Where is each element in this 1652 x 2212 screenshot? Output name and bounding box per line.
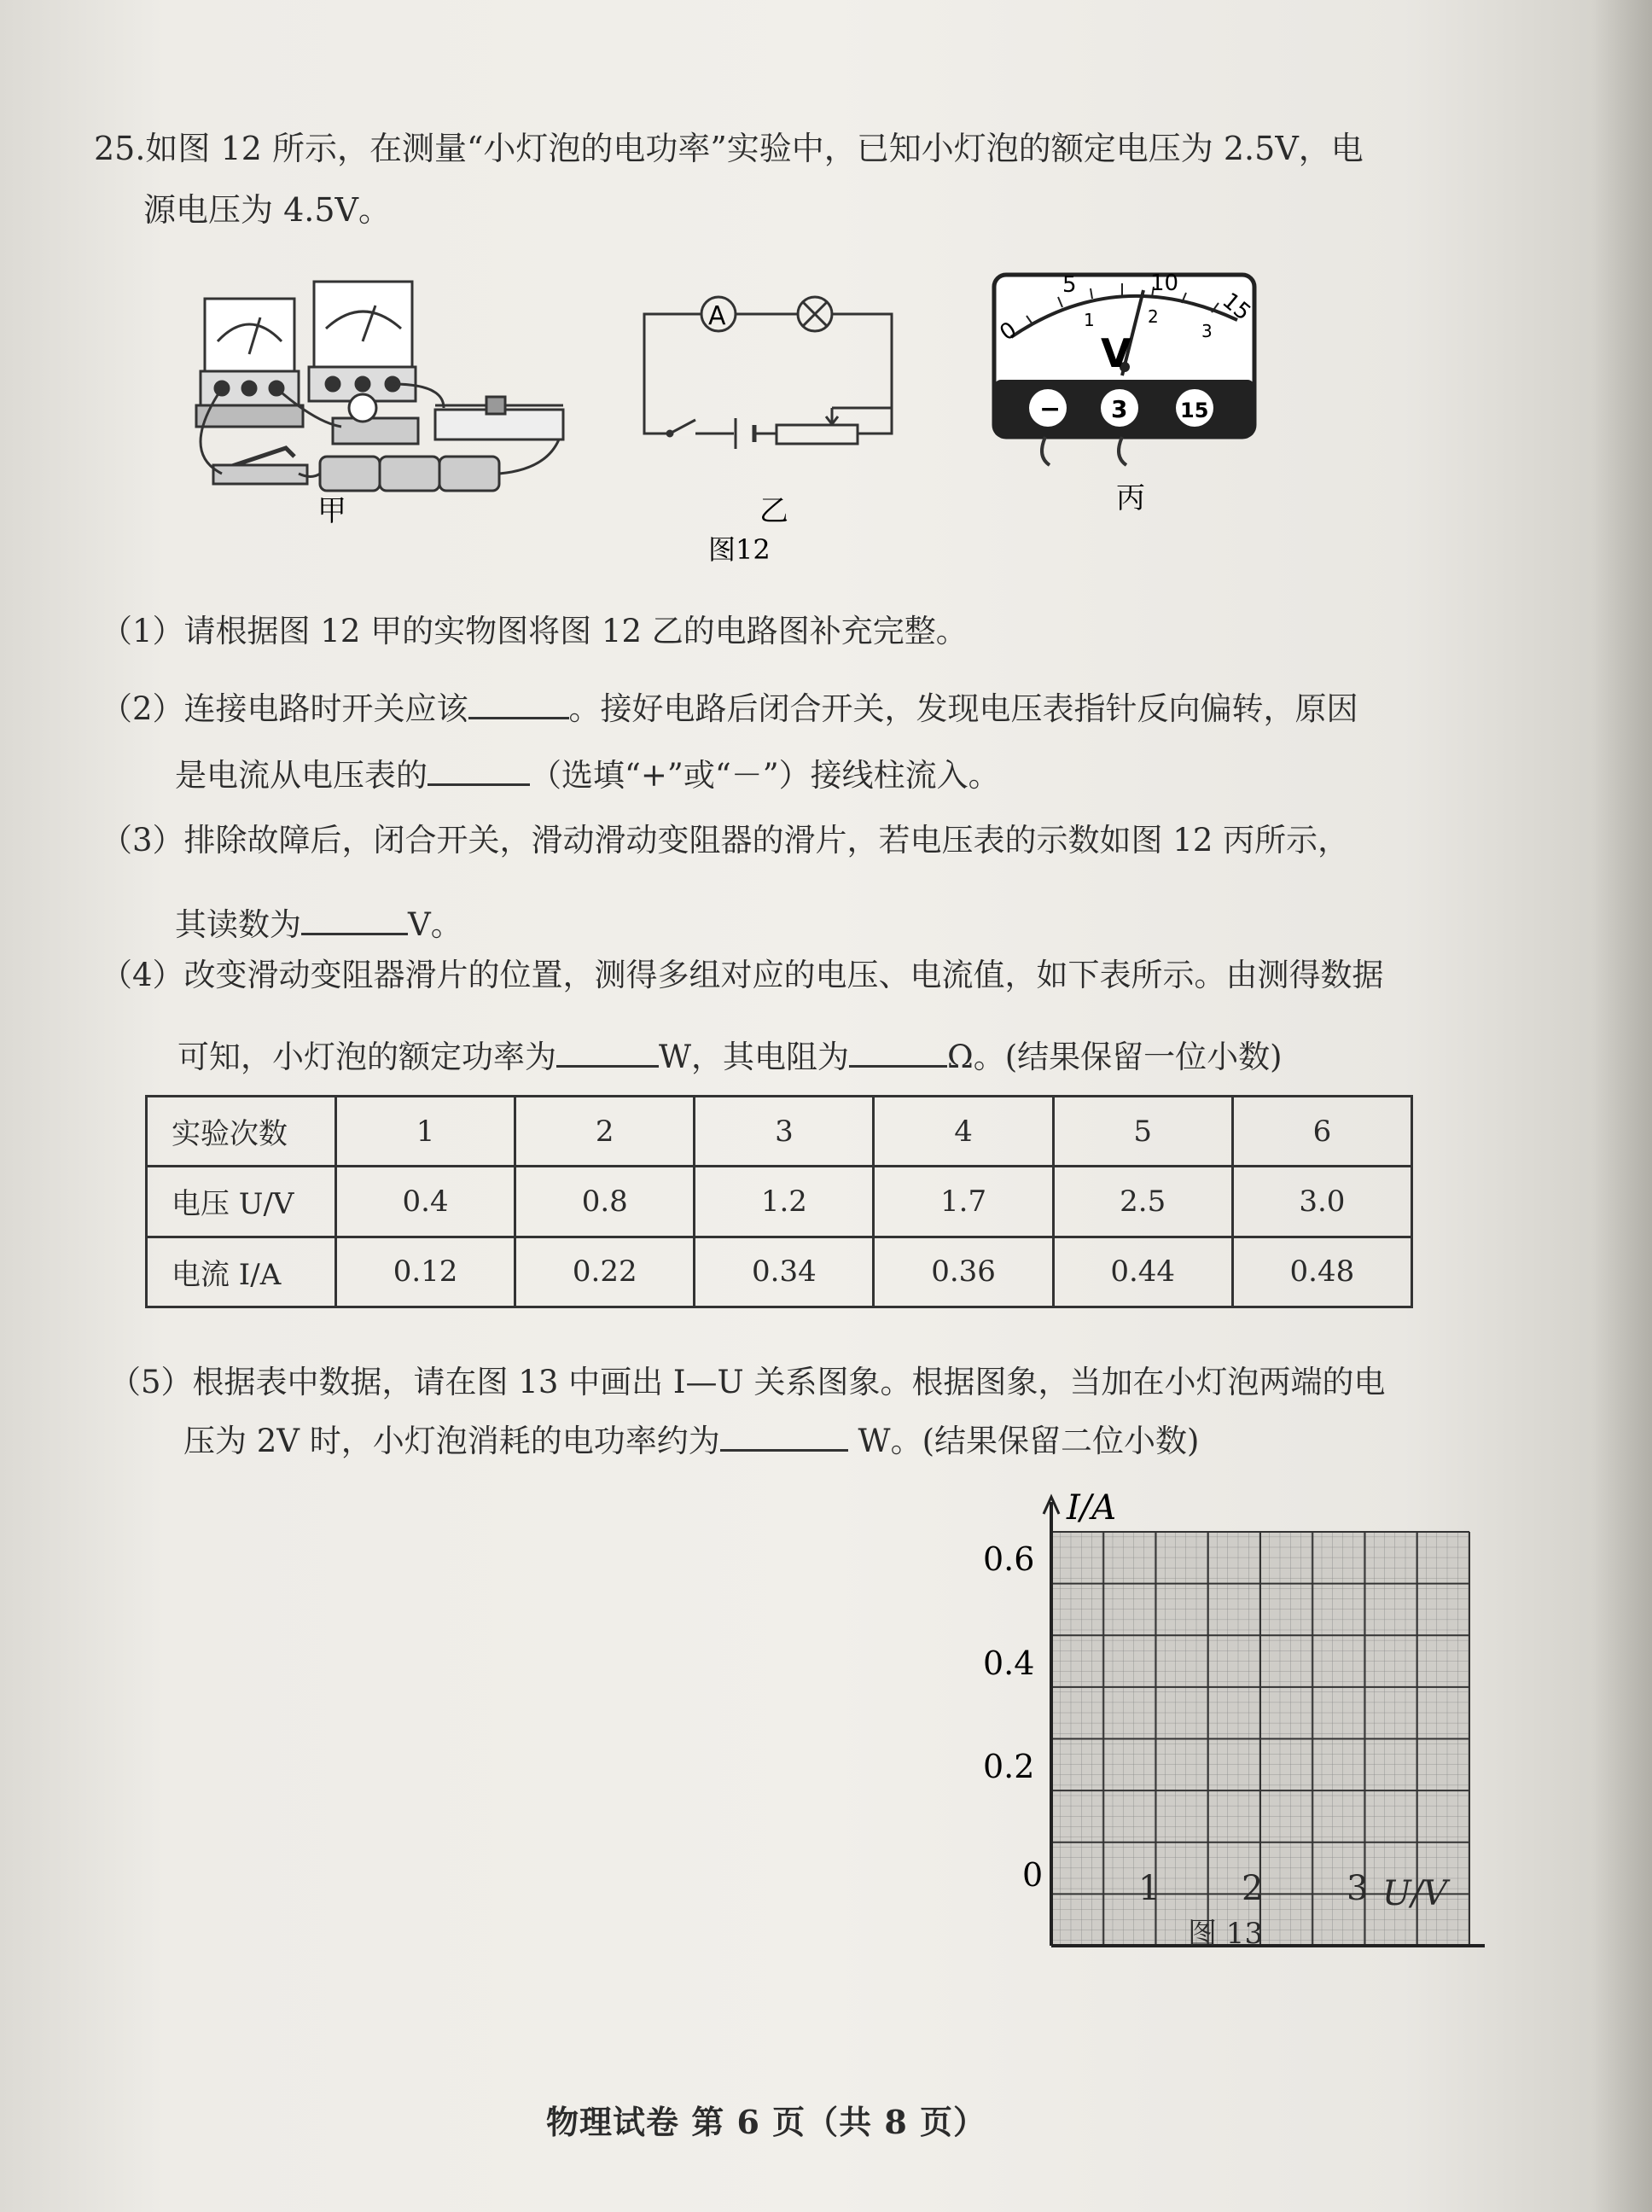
page-footer: 物理试卷 第 6 页（共 8 页） bbox=[546, 2103, 987, 2141]
page-shadow bbox=[1592, 0, 1652, 2212]
table-cell: 0.48 bbox=[1232, 1237, 1411, 1307]
meter-scale-3: 3 bbox=[1201, 321, 1213, 341]
table-cell: 0.36 bbox=[874, 1237, 1053, 1307]
terminal-negative: − bbox=[1039, 394, 1062, 424]
y-tick-0.6: 0.6 bbox=[983, 1540, 1035, 1578]
figure-13-caption: 图 13 bbox=[1188, 1917, 1264, 1951]
part-4-line-2 bbox=[177, 1033, 1283, 1079]
table-cell: 5 bbox=[1053, 1097, 1232, 1167]
answer-blank-terminal[interactable] bbox=[428, 751, 530, 786]
y-axis-label: I/A bbox=[1067, 1488, 1117, 1528]
part-3-line-2 bbox=[175, 900, 462, 946]
part-3-text-b: 其读数为 bbox=[175, 906, 301, 943]
y-tick-0.2: 0.2 bbox=[983, 1748, 1035, 1785]
origin-label: 0 bbox=[1022, 1856, 1044, 1894]
part-3-line-1: （3）排除故障后，闭合开关，滑动滑动变阻器的滑片，若电压表的示数如图 12 丙所示， bbox=[101, 822, 1350, 859]
table-cell: 1 bbox=[336, 1097, 515, 1167]
x-tick-3: 3 bbox=[1347, 1869, 1369, 1908]
question-line-1: 25.如图 12 所示，在测量“小灯泡的电功率”实验中，已知小灯泡的额定电压为 2.5V，电 bbox=[94, 130, 1364, 167]
table-row-voltage bbox=[147, 1167, 1412, 1237]
table-cell: 3.0 bbox=[1232, 1167, 1411, 1237]
part-3-text-c: V。 bbox=[408, 906, 462, 943]
label-jia: 甲 bbox=[317, 494, 346, 528]
x-tick-2: 2 bbox=[1242, 1869, 1264, 1908]
part-5-text-b: 压为 2V 时，小灯泡消耗的电功率约为 bbox=[183, 1423, 720, 1459]
question-25-stem bbox=[94, 118, 1365, 241]
meter-unit: V bbox=[1101, 330, 1131, 376]
meter-scale-1: 1 bbox=[1084, 310, 1095, 330]
part-4-line-1: （4）改变滑动变阻器滑片的位置，测得多组对应的电压、电流值，如下表所示。由测得数据 bbox=[101, 957, 1384, 993]
part-4-text-c: W，其电阻为 bbox=[659, 1039, 850, 1075]
apparatus-drawing bbox=[196, 282, 563, 491]
part-2-text-c: 是电流从电压表的 bbox=[175, 757, 428, 794]
table-cell: 0.8 bbox=[515, 1167, 695, 1237]
part-4-text-b: 可知，小灯泡的额定功率为 bbox=[177, 1039, 556, 1075]
circuit-diagram bbox=[644, 297, 892, 449]
table-cell: 3 bbox=[695, 1097, 874, 1167]
table-cell: 0.44 bbox=[1053, 1237, 1232, 1307]
part-2-text-a: （2）连接电路时开关应该 bbox=[101, 690, 468, 727]
answer-blank-reading[interactable] bbox=[301, 900, 408, 935]
ammeter-symbol: A bbox=[708, 301, 726, 331]
table-cell: 2 bbox=[515, 1097, 695, 1167]
part-2-line-1 bbox=[101, 684, 1358, 731]
meter-scale-10: 10 bbox=[1150, 271, 1179, 296]
part-5-line-1: （5）根据表中数据，请在图 13 中画出 I—U 关系图象。根据图象，当加在小灯泡两端的电 bbox=[109, 1364, 1386, 1400]
table-cell: 0.22 bbox=[515, 1237, 695, 1307]
meter-scale-15: 15 bbox=[1217, 288, 1256, 326]
part-1: （1）请根据图 12 甲的实物图将图 12 乙的电路图补充完整。 bbox=[101, 613, 968, 649]
part-5-text-c: W。(结果保留二位小数) bbox=[847, 1423, 1200, 1459]
terminal-15: 15 bbox=[1180, 399, 1209, 422]
table-cell: 2.5 bbox=[1053, 1167, 1232, 1237]
meter-scale-0: 0 bbox=[995, 317, 1022, 346]
part-5-line-2 bbox=[183, 1417, 1199, 1463]
part-4-text-d: Ω。(结果保留一位小数) bbox=[947, 1039, 1283, 1075]
answer-blank-power-2v[interactable] bbox=[720, 1417, 848, 1452]
table-cell: 0.12 bbox=[336, 1237, 515, 1307]
meter-scale-2: 2 bbox=[1148, 306, 1159, 327]
table-cell: 1.2 bbox=[695, 1167, 874, 1237]
figure-12 bbox=[171, 256, 1280, 563]
part-2-text-d: （选填“+”或“－”）接线柱流入。 bbox=[530, 757, 1000, 794]
figure-12-caption: 图12 bbox=[708, 533, 771, 563]
table-cell: 0.4 bbox=[336, 1167, 515, 1237]
meter-scale-5: 5 bbox=[1062, 272, 1077, 298]
row-header-voltage: 电压 U/V bbox=[147, 1167, 336, 1237]
terminal-3: 3 bbox=[1111, 395, 1128, 423]
table-cell: 6 bbox=[1232, 1097, 1411, 1167]
y-tick-0.4: 0.4 bbox=[983, 1644, 1035, 1682]
table-row-current bbox=[147, 1237, 1412, 1307]
x-tick-1: 1 bbox=[1138, 1869, 1160, 1908]
answer-blank-switch[interactable] bbox=[468, 684, 569, 719]
answer-blank-power[interactable] bbox=[556, 1033, 659, 1068]
table-cell: 1.7 bbox=[874, 1167, 1053, 1237]
table-cell: 0.34 bbox=[695, 1237, 874, 1307]
data-table bbox=[145, 1095, 1413, 1308]
table-row-trials bbox=[147, 1097, 1412, 1167]
row-header-trial: 实验次数 bbox=[147, 1097, 336, 1167]
answer-blank-resistance[interactable] bbox=[849, 1033, 947, 1068]
part-2-text-b: 。接好电路后闭合开关，发现电压表指针反向偏转，原因 bbox=[568, 690, 1358, 727]
row-header-current: 电流 I/A bbox=[147, 1237, 336, 1307]
x-axis-label: U/V bbox=[1382, 1874, 1448, 1913]
part-2-line-2 bbox=[175, 751, 1000, 797]
question-line-2: 源电压为 4.5V。 bbox=[143, 191, 391, 229]
table-cell: 4 bbox=[874, 1097, 1053, 1167]
label-yi: 乙 bbox=[759, 494, 788, 528]
label-bing: 丙 bbox=[1116, 481, 1145, 515]
